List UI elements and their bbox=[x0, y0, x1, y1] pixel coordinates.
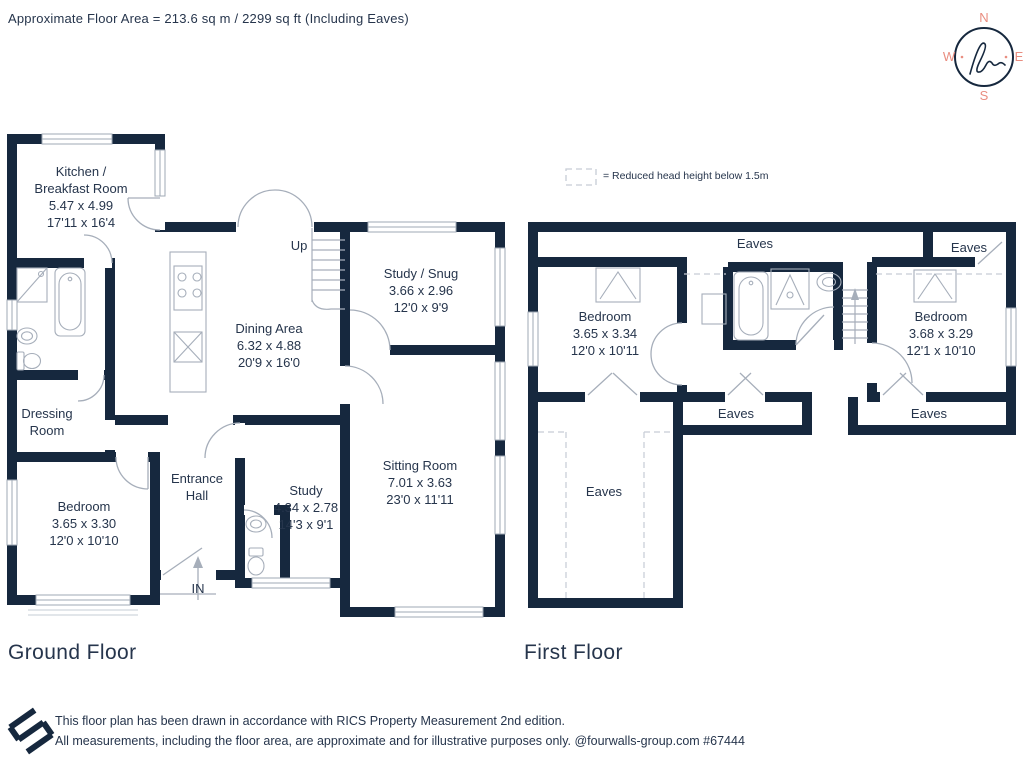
eaves-label-mid-right: Eaves bbox=[910, 406, 948, 421]
room-name: Dressing bbox=[21, 406, 73, 421]
bathroom-fixtures-ground bbox=[17, 268, 85, 370]
stairs-up-label: Up bbox=[290, 238, 308, 253]
room-name: Kitchen / bbox=[55, 164, 107, 179]
room-name: Breakfast Room bbox=[34, 181, 128, 196]
compass-north-label: N bbox=[979, 10, 989, 25]
room-name: Entrance bbox=[170, 471, 224, 486]
room-dims-ft: 12'0 x 9'9 bbox=[393, 300, 449, 315]
room-label-dressing-room bbox=[21, 405, 72, 439]
room-name: Bedroom bbox=[57, 499, 111, 514]
room-label-kitchen bbox=[34, 163, 127, 231]
first-floor-title: First Floor bbox=[524, 641, 623, 664]
ground-floor-title: Ground Floor bbox=[8, 641, 137, 664]
room-label-bedroom-ground bbox=[49, 498, 118, 549]
room-label-study bbox=[274, 482, 338, 533]
wc-fixtures bbox=[246, 516, 266, 575]
room-name: Study bbox=[289, 483, 323, 498]
fourwalls-logo bbox=[10, 710, 52, 752]
floor-area-text: Approximate Floor Area = 213.6 sq m / 2299 sq ft (Including Eaves) bbox=[8, 11, 409, 26]
room-dims-m: 4.34 x 2.78 bbox=[273, 500, 339, 515]
eaves-label-mid-left: Eaves bbox=[717, 406, 755, 421]
room-dims-m: 6.32 x 4.88 bbox=[236, 338, 302, 353]
room-dims-m: 3.65 x 3.30 bbox=[51, 516, 117, 531]
room-dims-m: 7.01 x 3.63 bbox=[387, 475, 453, 490]
room-dims-m: 3.66 x 2.96 bbox=[388, 283, 454, 298]
kitchen-fixtures bbox=[170, 252, 206, 392]
room-label-entrance-hall bbox=[171, 470, 223, 504]
room-dims-m: 3.65 x 3.34 bbox=[572, 326, 638, 341]
room-label-dining bbox=[235, 320, 302, 371]
room-dims-ft: 23'0 x 11'11 bbox=[386, 492, 454, 507]
room-name: Hall bbox=[185, 488, 209, 503]
room-label-study-snug bbox=[384, 265, 458, 316]
room-name: Sitting Room bbox=[382, 458, 458, 473]
room-name: Study / Snug bbox=[383, 266, 459, 281]
footer-disclaimer-line1: This floor plan has been drawn in accordance with RICS Property Measurement 2nd edition. bbox=[55, 714, 565, 728]
room-dims-ft: 12'1 x 10'10 bbox=[906, 343, 976, 358]
room-dims-ft: 12'0 x 10'10 bbox=[49, 533, 119, 548]
compass-east-label: E bbox=[1014, 49, 1024, 64]
legend-label: = Reduced head height below 1.5m bbox=[603, 170, 769, 182]
room-name: Bedroom bbox=[578, 309, 632, 324]
room-dims-m: 5.47 x 4.99 bbox=[48, 198, 114, 213]
room-dims-ft: 14'3 x 9'1 bbox=[278, 517, 334, 532]
room-name: Room bbox=[29, 423, 65, 438]
room-label-bedroom-left bbox=[571, 308, 639, 359]
legend-dashed-box bbox=[566, 169, 596, 185]
room-dims-ft: 12'0 x 10'11 bbox=[570, 343, 640, 358]
wardrobe-symbols bbox=[596, 268, 956, 302]
eaves-label-tall-room: Eaves bbox=[585, 484, 623, 499]
eaves-label-top: Eaves bbox=[736, 236, 774, 251]
room-name: Bedroom bbox=[914, 309, 968, 324]
room-label-bedroom-right bbox=[906, 308, 975, 359]
compass-icon bbox=[955, 28, 1013, 86]
footer-disclaimer-line2: All measurements, including the floor area, are approximate and for illustrative purposes only. @fourwalls-group.com #67444 bbox=[55, 734, 745, 748]
eaves-label-top-right: Eaves bbox=[950, 240, 988, 255]
bathroom-fixtures-first bbox=[702, 269, 841, 340]
bay-window-lines bbox=[28, 610, 138, 615]
compass-west-label: W bbox=[942, 49, 956, 64]
room-dims-m: 3.68 x 3.29 bbox=[908, 326, 974, 341]
compass-south-label: S bbox=[979, 88, 989, 103]
room-dims-ft: 20'9 x 16'0 bbox=[237, 355, 301, 370]
door-openings bbox=[78, 196, 1006, 580]
room-dims-ft: 17'11 x 16'4 bbox=[46, 215, 116, 230]
room-name: Dining Area bbox=[235, 321, 303, 336]
entrance-in-label: IN bbox=[191, 581, 205, 596]
room-label-sitting-room bbox=[383, 457, 457, 508]
